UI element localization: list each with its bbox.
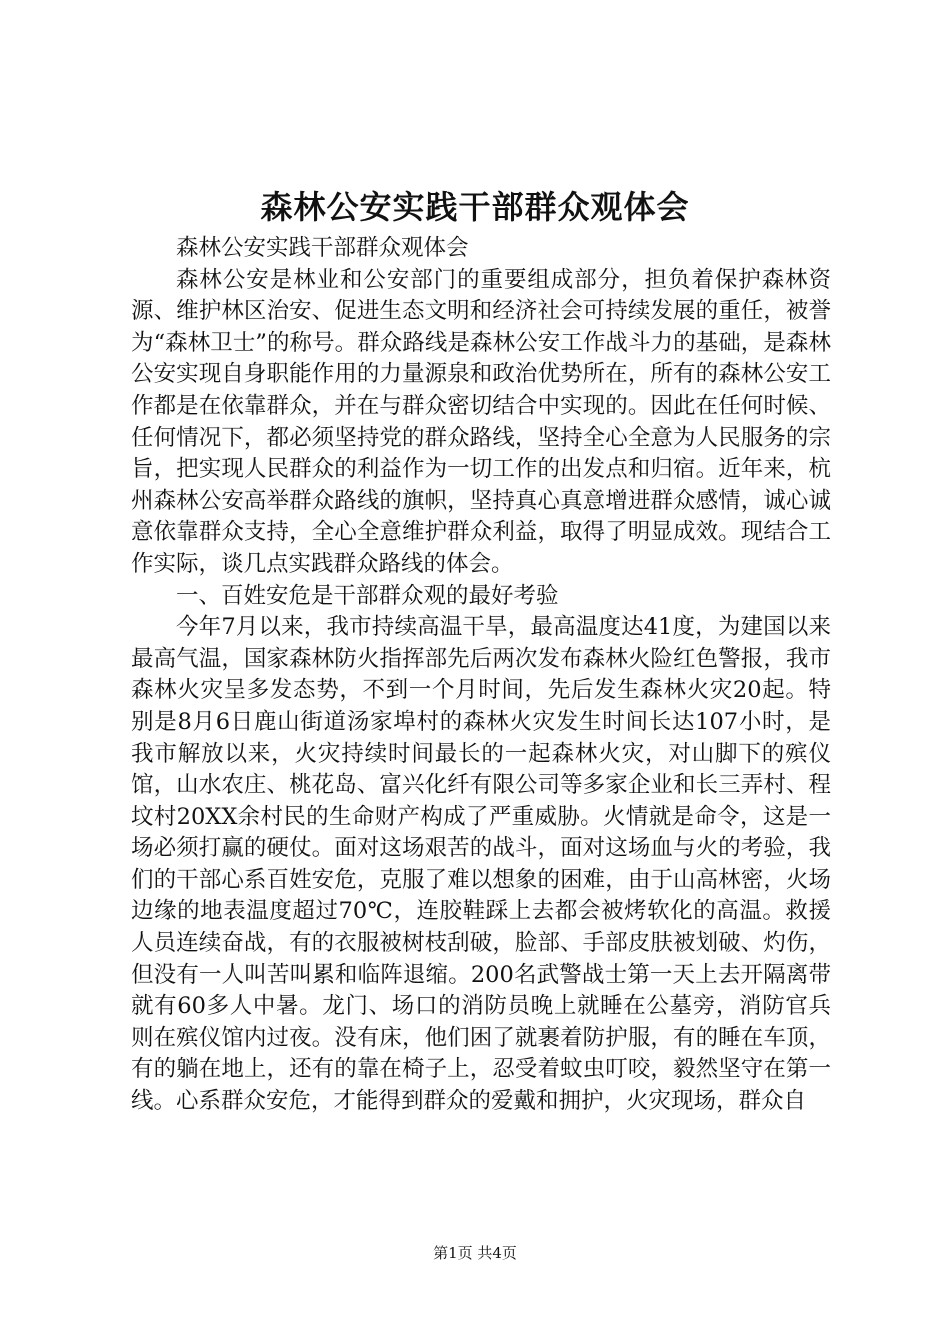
paragraph-intro: 森林公安是林业和公安部门的重要组成部分，担负着保护森林资源、维护林区治安、促进生态文明和经济社会可持续发展的重任，被誉为“森林卫士”的称号。群众路线是森林公安工作战斗力的基础，是森林公安实现自身职能作用的力量源泉和政治优势所在，所有的森林公安工作都是在依靠群众，并在与群众密切结合中实现的。因此在任何时候、任何情况下，都必须坚持党的群众路线，坚持全心全意为人民服务的宗旨，把实现人民群众的利益作为一切工作的出发点和归宿。近年来，杭州森林公安高举群众路线的旗帜，坚持真心真意增进群众感情，诚心诚意依靠群众支持，全心全意维护群众利益，取得了明显成效。现结合工作实际，谈几点实践群众路线的体会。 <box>131 266 831 577</box>
page-footer: 第1页 共4页 <box>433 1244 517 1262</box>
section-heading: 一、百姓安危是干部群众观的最好考验 <box>176 582 559 609</box>
document-body <box>131 233 831 1118</box>
document-title: 森林公安实践干部群众观体会 <box>260 188 690 226</box>
paragraph-subtitle: 森林公安实践干部群众观体会 <box>176 235 469 261</box>
paragraph-section-1: 今年7月以来，我市持续高温干旱，最高温度达41度，为建国以来最高气温，国家森林防火指挥部先后两次发布森林火险红色警报，我市森林火灾呈多发态势，不到一个月时间，先后发生森林火灾20起。特别是8月6日鹿山街道汤家埠村的森林火灾发生时间长达107小时，是我市解放以来，火灾持续时间最长的一起森林火灾，对山脚下的殡仪馆，山水农庄、桃花岛、富兴化纤有限公司等多家企业和长三弄村、程坟村20XX余村民的生命财产构成了严重威胁。火情就是命令，这是一场必须打赢的硬仗。面对这场艰苦的战斗，面对这场血与火的考验，我们的干部心系百姓安危，克服了难以想象的困难，由于山高林密，火场边缘的地表温度超过70℃，连胶鞋踩上去都会被烤软化的高温。救援人员连续奋战，有的衣服被树枝刮破，脸部、手部皮肤被划破、灼伤，但没有一人叫苦叫累和临阵退缩。200名武警战士第一天上去开隔离带就有60多人中暑。龙门、场口的消防员晚上就睡在公墓旁，消防官兵则在殡仪馆内过夜。没有床，他们困了就裹着防护服，有的睡在车顶，有的躺在地上，还有的靠在椅子上，忍受着蚊虫叮咬，毅然坚守在第一线。心系群众安危，才能得到群众的爱戴和拥护，火灾现场，群众自 <box>131 614 831 1115</box>
